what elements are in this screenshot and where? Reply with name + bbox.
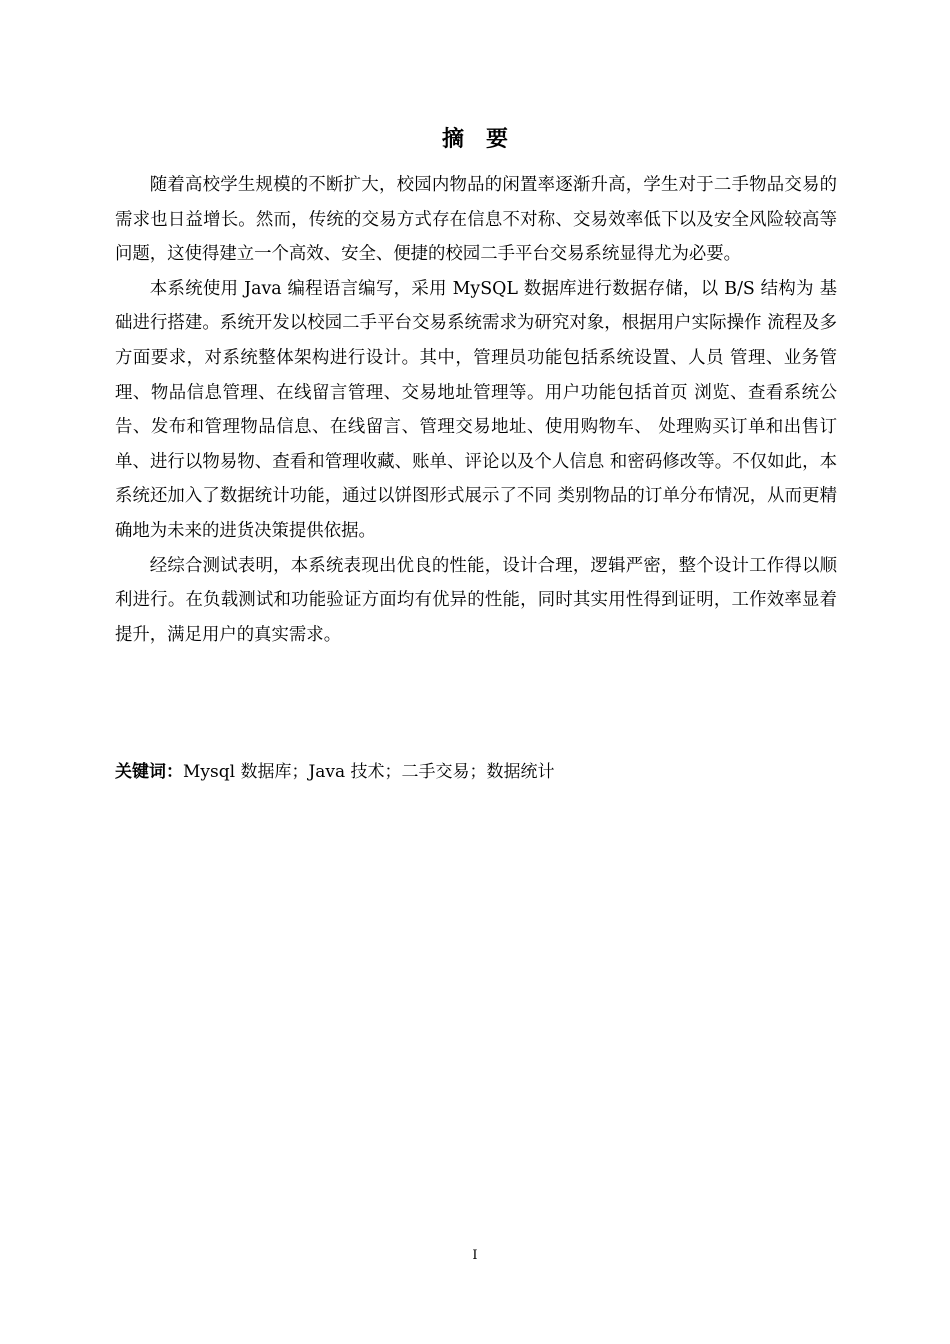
abstract-title: 摘要 <box>441 126 530 152</box>
page-number: I <box>472 1248 478 1263</box>
abstract-paragraph-3: 经综合测试表明，本系统表现出优良的性能，设计合理，逻辑严密，整个设计工作得以顺利进行。在负载测试和功能验证方面均有优异的性能，同时其实用性得到证明，工作效率显着提升，满足用户的真实需求。 <box>115 555 837 645</box>
keywords-text: Mysql 数据库；Java 技术；二手交易；数据统计 <box>183 762 555 782</box>
keywords-line <box>115 757 837 787</box>
abstract-paragraph-2: 本系统使用 Java 编程语言编写，采用 MySQL 数据库进行数据存储，以 B/S 结构为 基础进行搭建。系统开发以校园二手平台交易系统需求为研究对象，根据用户实际操作 流程及多方面要求，对系统整体架构进行设计。其中，管理员功能包括系统设置、人员 管理、业务管理、物品信息管理、在线留言管理、交易地址管理等。用户功能包括首页 浏览、查看系统公告、发布和管理物品信息、在线留言、管理交易地址、使用购物车、 处理购买订单和出售订单、进行以物易物、查看和管理收藏、账单、评论以及个人信息 和密码修改等。不仅如此，本系统还加入了数据统计功能，通过以饼图形式展示了不同 类别物品的订单分布情况，从而更精确地为未来的进货决策提供依据。 <box>115 278 837 541</box>
abstract-paragraph-1: 随着高校学生规模的不断扩大，校园内物品的闲置率逐渐升高，学生对于二手物品交易的需求也日益增长。然而，传统的交易方式存在信息不对称、交易效率低下以及安全风险较高等问题，这使得建立一个高效、安全、便捷的校园二手平台交易系统显得尤为必要。 <box>115 175 837 265</box>
abstract-body <box>115 168 837 652</box>
keywords-label: 关键词： <box>115 762 183 782</box>
